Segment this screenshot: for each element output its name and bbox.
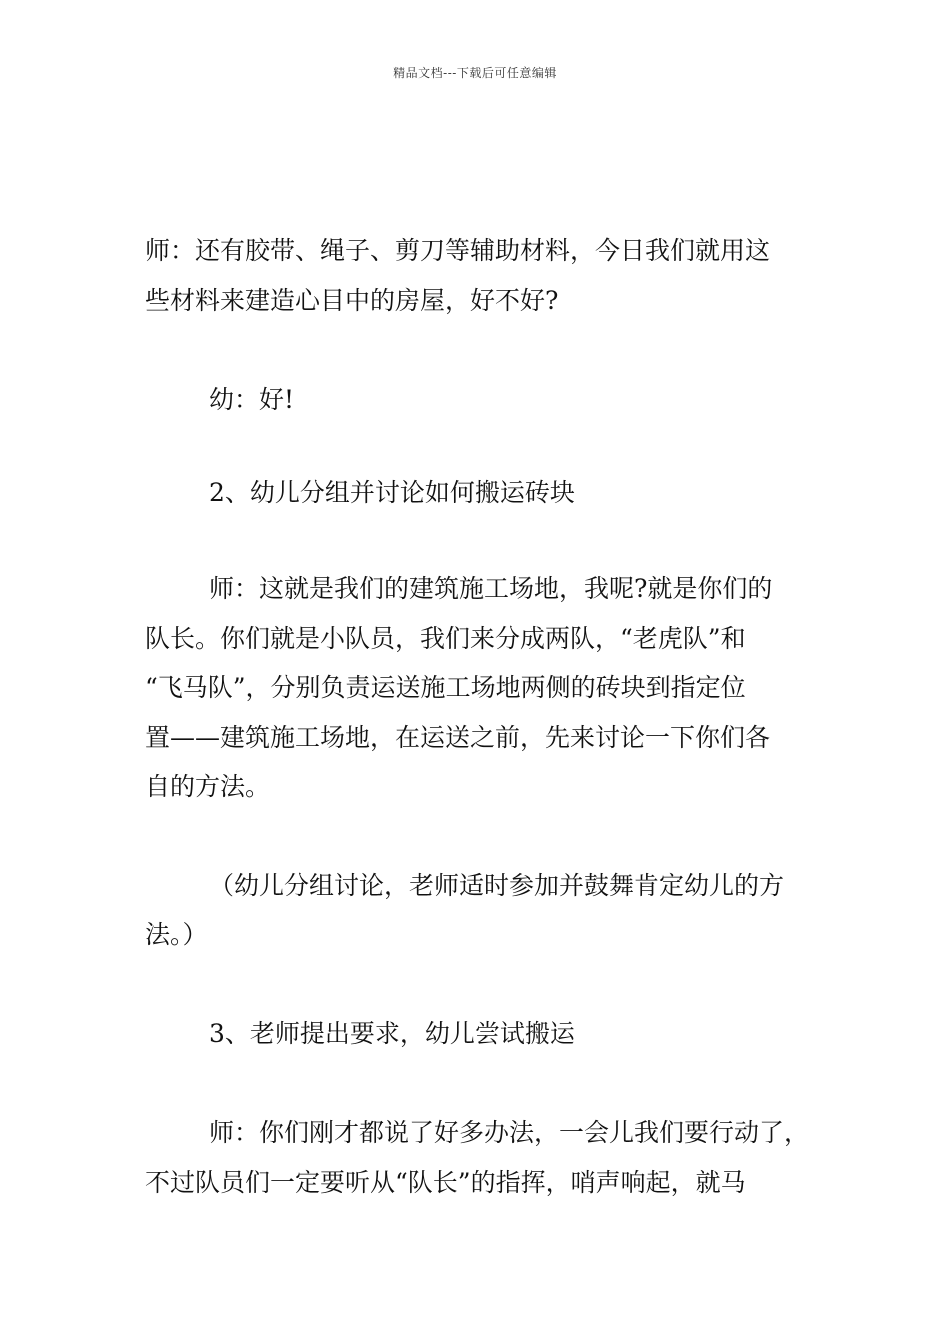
paragraph-teacher-materials (145, 226, 810, 325)
paragraph-group-discussion (145, 861, 810, 960)
text-line: 不过队员们一定要听从“队长”的指挥，哨声响起，就马 (145, 1167, 746, 1197)
text-line: （幼儿分组讨论，老师适时参加并鼓舞肯定幼儿的方 (209, 870, 785, 900)
paragraph-teacher-instructions (145, 1108, 810, 1207)
text-line: 师：这就是我们的建筑施工场地，我呢?就是你们的 (209, 574, 773, 603)
text-line: “飞马队”，分别负责运送施工场地两侧的砖块到指定位 (145, 673, 746, 702)
text-line: 幼：好! (209, 385, 295, 414)
text-line: 法。） (145, 920, 208, 949)
text-line: 3、老师提出要求，幼儿尝试搬运 (209, 1018, 575, 1048)
text-line: 师：你们刚才都说了好多办法，一会儿我们要行动了， (209, 1118, 810, 1147)
paragraph-children-reply (145, 375, 810, 425)
text-line: 置——建筑施工场地，在运送之前，先来讨论一下你们各 (145, 722, 771, 752)
text-line: 队长。你们就是小队员，我们来分成两队，“老虎队”和 (145, 623, 746, 653)
text-line: 自的方法。 (145, 772, 271, 801)
text-line: 2、幼儿分组并讨论如何搬运砖块 (209, 477, 575, 507)
document-body (145, 226, 810, 1207)
page-header: 精品文档---下载后可任意编辑 (393, 66, 557, 80)
section-heading-2 (145, 468, 810, 518)
text-line: 些材料来建造心目中的房屋，好不好? (145, 285, 559, 315)
paragraph-teacher-construction-site (145, 564, 810, 812)
section-heading-3 (145, 1009, 810, 1059)
text-line: 师：还有胶带、绳子、剪刀等辅助材料，今日我们就用这 (145, 236, 771, 265)
